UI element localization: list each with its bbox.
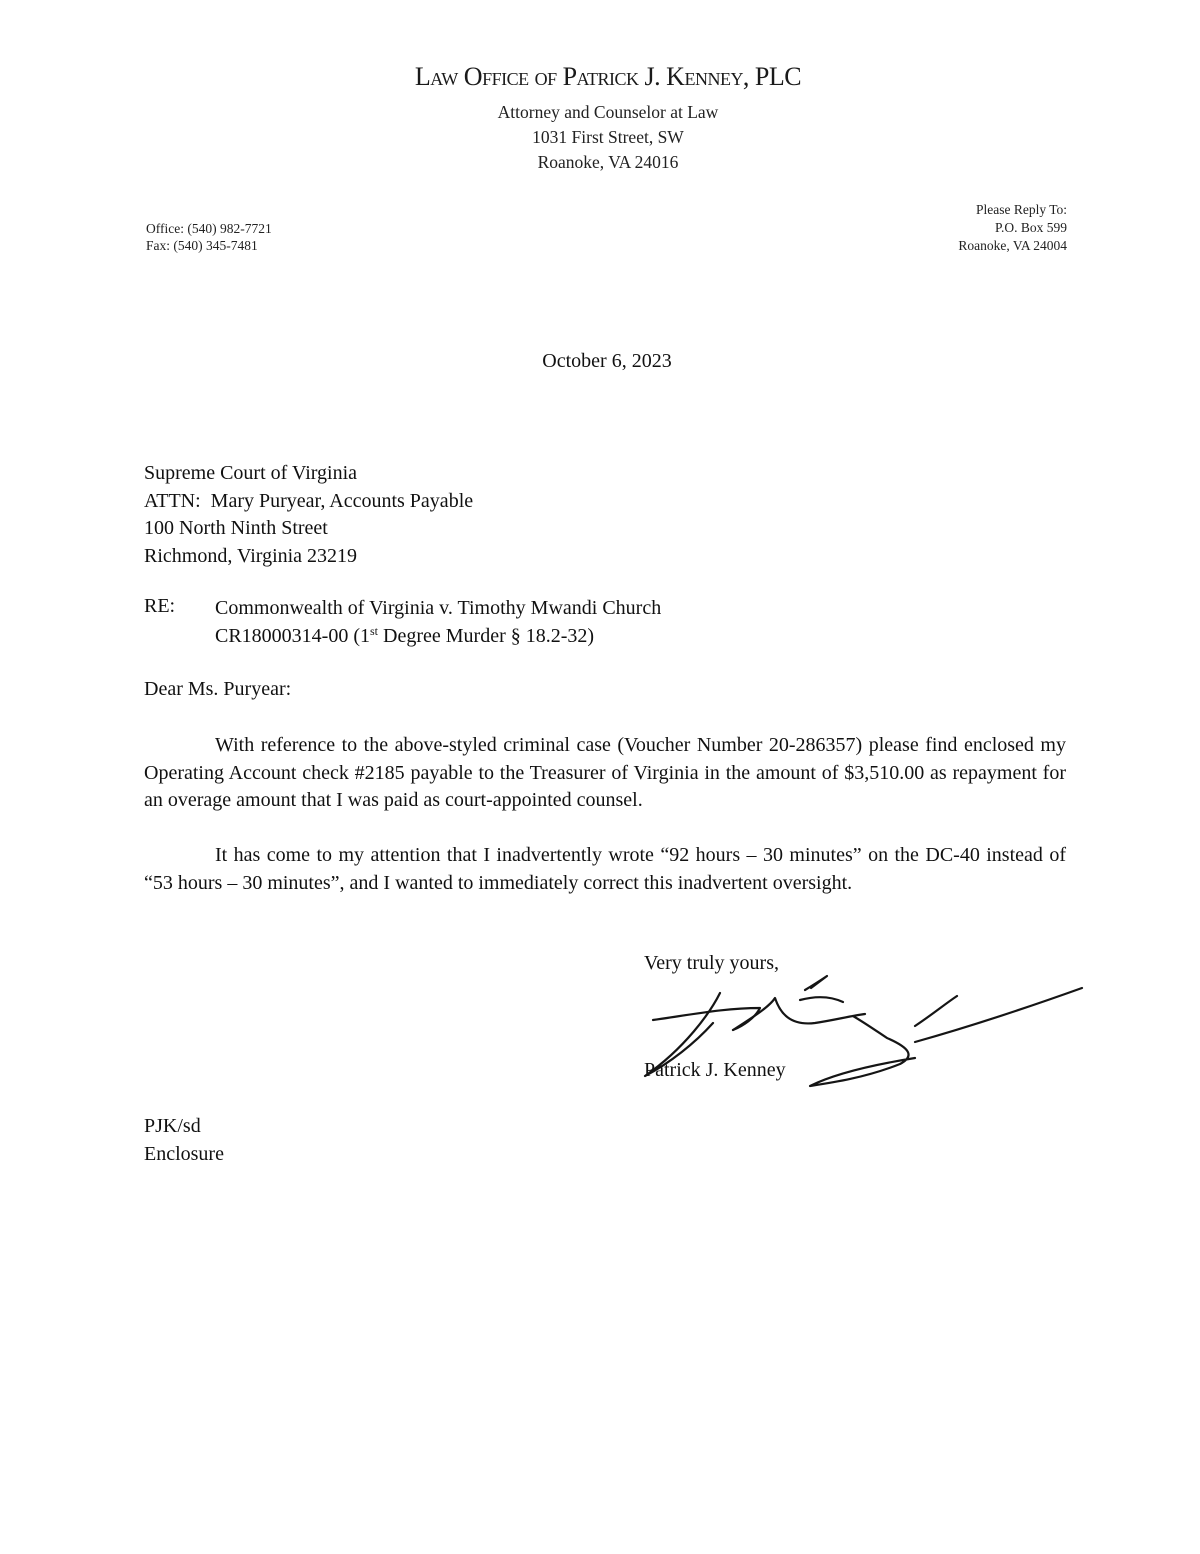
- contact-block: [146, 220, 272, 254]
- firm-tagline: Attorney and Counselor at Law: [497, 102, 719, 122]
- office-phone: Office: (540) 982-7721: [146, 221, 272, 236]
- re-label: RE:: [144, 595, 176, 617]
- firm-name: [0, 62, 1200, 92]
- enclosure-note: Enclosure: [144, 1142, 224, 1165]
- recipient-address: [144, 460, 473, 570]
- initials-block: [144, 1113, 224, 1168]
- fax-number: Fax: (540) 345-7481: [146, 238, 258, 253]
- re-number-sup: st: [370, 623, 379, 638]
- re-number-pre: CR18000314-00 (1: [215, 624, 370, 647]
- reply-label: Please Reply To:: [975, 202, 1067, 217]
- closing: Very truly yours,: [644, 952, 779, 974]
- firm-name-text: Law Office of Patrick J. Kenney, PLC: [414, 62, 802, 91]
- salutation: Dear Ms. Puryear:: [144, 678, 292, 700]
- recipient-name: Supreme Court of Virginia: [144, 462, 358, 484]
- re-case-number: [215, 623, 661, 651]
- signer-name: Patrick J. Kenney: [644, 1059, 786, 1081]
- reply-block: [958, 201, 1067, 255]
- body-paragraph: [144, 842, 1066, 897]
- re-number-post: Degree Murder § 18.2-32): [378, 624, 595, 647]
- re-block: [215, 595, 661, 650]
- body-paragraph-1: With reference to the above-styled criminal case (Voucher Number 20-286357) please find enclosed my Operating Account check #2185 payable to the Treasurer of Virginia in the amount of $3,510.00 as repayment for an overage amount that I was paid as court-appointed counsel.: [144, 734, 1066, 811]
- reply-city: Roanoke, VA 24004: [958, 238, 1067, 253]
- recipient-attn: ATTN: Mary Puryear, Accounts Payable: [144, 489, 474, 512]
- reply-box: P.O. Box 599: [994, 220, 1067, 235]
- re-case: Commonwealth of Virginia v. Timothy Mwandi Church: [215, 597, 662, 619]
- body-paragraph-2: It has come to my attention that I inadvertently wrote “92 hours – 30 minutes” on the DC-40 instead of “53 hours – 30 minutes”, and I wanted to immediately correct this inadvertent oversight.: [144, 844, 1066, 894]
- firm-street: 1031 First Street, SW: [532, 127, 684, 147]
- body-paragraph: [144, 732, 1066, 815]
- recipient-street: 100 North Ninth Street: [144, 517, 328, 539]
- typist-initials: PJK/sd: [144, 1115, 201, 1137]
- letter-date: October 6, 2023: [542, 350, 672, 372]
- firm-city: Roanoke, VA 24016: [537, 152, 679, 172]
- handwritten-signature: [615, 968, 1095, 1098]
- recipient-city: Richmond, Virginia 23219: [144, 544, 358, 567]
